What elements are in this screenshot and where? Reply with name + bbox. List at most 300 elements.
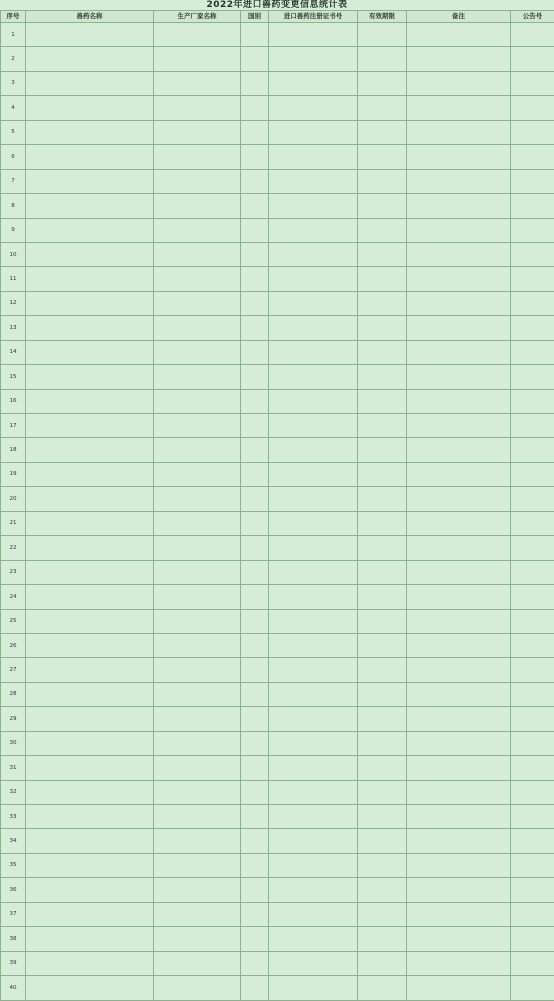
- cell-serial: 6: [1, 145, 26, 169]
- col-header-serial: 序号: [1, 11, 26, 23]
- cell-manufacturer: [154, 560, 241, 584]
- cell-valid-period: [358, 340, 407, 364]
- cell-remarks: [407, 853, 511, 877]
- cell-serial: 39: [1, 951, 26, 975]
- cell-drug-name: [26, 633, 154, 657]
- cell-country: [241, 731, 269, 755]
- cell-drug-name: [26, 658, 154, 682]
- cell-valid-period: [358, 707, 407, 731]
- cell-drug-name: [26, 707, 154, 731]
- cell-drug-name: [26, 169, 154, 193]
- table-row: [1, 707, 554, 731]
- cell-country: [241, 47, 269, 71]
- cell-registration-cert: [269, 756, 358, 780]
- cell-registration-cert: [269, 853, 358, 877]
- cell-country: [241, 609, 269, 633]
- table-row: [1, 145, 554, 169]
- table-header-row: [1, 11, 554, 23]
- cell-drug-name: [26, 71, 154, 95]
- cell-serial: 21: [1, 511, 26, 535]
- cell-manufacturer: [154, 218, 241, 242]
- cell-remarks: [407, 976, 511, 1000]
- cell-manufacturer: [154, 756, 241, 780]
- cell-valid-period: [358, 902, 407, 926]
- cell-remarks: [407, 71, 511, 95]
- cell-manufacturer: [154, 120, 241, 144]
- cell-registration-cert: [269, 414, 358, 438]
- cell-drug-name: [26, 902, 154, 926]
- cell-registration-cert: [269, 951, 358, 975]
- cell-valid-period: [358, 169, 407, 193]
- cell-country: [241, 658, 269, 682]
- cell-registration-cert: [269, 47, 358, 71]
- cell-remarks: [407, 340, 511, 364]
- cell-drug-name: [26, 316, 154, 340]
- cell-manufacturer: [154, 536, 241, 560]
- table-row: [1, 340, 554, 364]
- cell-serial: 28: [1, 682, 26, 706]
- cell-country: [241, 340, 269, 364]
- cell-notice-no: [511, 120, 554, 144]
- cell-registration-cert: [269, 291, 358, 315]
- cell-manufacturer: [154, 927, 241, 951]
- cell-notice-no: [511, 218, 554, 242]
- cell-country: [241, 878, 269, 902]
- cell-drug-name: [26, 414, 154, 438]
- cell-manufacturer: [154, 682, 241, 706]
- table-row: [1, 267, 554, 291]
- cell-remarks: [407, 267, 511, 291]
- cell-notice-no: [511, 462, 554, 486]
- cell-valid-period: [358, 145, 407, 169]
- cell-country: [241, 927, 269, 951]
- cell-serial: 15: [1, 365, 26, 389]
- cell-registration-cert: [269, 487, 358, 511]
- cell-country: [241, 291, 269, 315]
- cell-manufacturer: [154, 194, 241, 218]
- cell-drug-name: [26, 194, 154, 218]
- cell-notice-no: [511, 96, 554, 120]
- cell-valid-period: [358, 23, 407, 47]
- cell-drug-name: [26, 145, 154, 169]
- cell-valid-period: [358, 927, 407, 951]
- cell-drug-name: [26, 853, 154, 877]
- cell-serial: 32: [1, 780, 26, 804]
- cell-remarks: [407, 194, 511, 218]
- cell-drug-name: [26, 340, 154, 364]
- cell-drug-name: [26, 585, 154, 609]
- cell-country: [241, 585, 269, 609]
- table-row: [1, 658, 554, 682]
- cell-valid-period: [358, 438, 407, 462]
- cell-valid-period: [358, 658, 407, 682]
- cell-manufacturer: [154, 47, 241, 71]
- cell-remarks: [407, 707, 511, 731]
- cell-country: [241, 414, 269, 438]
- cell-drug-name: [26, 462, 154, 486]
- cell-valid-period: [358, 414, 407, 438]
- cell-country: [241, 169, 269, 193]
- cell-serial: 1: [1, 23, 26, 47]
- cell-remarks: [407, 829, 511, 853]
- table-row: [1, 853, 554, 877]
- cell-valid-period: [358, 633, 407, 657]
- cell-valid-period: [358, 218, 407, 242]
- cell-country: [241, 242, 269, 266]
- cell-drug-name: [26, 536, 154, 560]
- cell-registration-cert: [269, 340, 358, 364]
- cell-notice-no: [511, 487, 554, 511]
- cell-valid-period: [358, 120, 407, 144]
- cell-registration-cert: [269, 609, 358, 633]
- cell-serial: 23: [1, 560, 26, 584]
- cell-notice-no: [511, 194, 554, 218]
- cell-serial: 10: [1, 242, 26, 266]
- cell-notice-no: [511, 365, 554, 389]
- cell-manufacturer: [154, 389, 241, 413]
- cell-country: [241, 462, 269, 486]
- cell-valid-period: [358, 291, 407, 315]
- table-row: [1, 536, 554, 560]
- table-row: [1, 438, 554, 462]
- cell-notice-no: [511, 389, 554, 413]
- cell-valid-period: [358, 389, 407, 413]
- cell-remarks: [407, 462, 511, 486]
- cell-remarks: [407, 878, 511, 902]
- cell-notice-no: [511, 927, 554, 951]
- cell-country: [241, 829, 269, 853]
- cell-serial: 4: [1, 96, 26, 120]
- cell-registration-cert: [269, 511, 358, 535]
- cell-notice-no: [511, 145, 554, 169]
- cell-drug-name: [26, 756, 154, 780]
- cell-drug-name: [26, 96, 154, 120]
- cell-registration-cert: [269, 731, 358, 755]
- cell-serial: 30: [1, 731, 26, 755]
- cell-country: [241, 536, 269, 560]
- table-row: [1, 218, 554, 242]
- table-row: [1, 829, 554, 853]
- cell-notice-no: [511, 585, 554, 609]
- col-header-registration-cert: 进口兽药注册证书号: [269, 11, 358, 23]
- col-header-remarks: 备注: [407, 11, 511, 23]
- cell-remarks: [407, 438, 511, 462]
- cell-drug-name: [26, 976, 154, 1000]
- cell-drug-name: [26, 682, 154, 706]
- cell-serial: 24: [1, 585, 26, 609]
- cell-manufacturer: [154, 853, 241, 877]
- cell-notice-no: [511, 291, 554, 315]
- cell-country: [241, 487, 269, 511]
- cell-country: [241, 438, 269, 462]
- cell-remarks: [407, 609, 511, 633]
- cell-valid-period: [358, 47, 407, 71]
- cell-country: [241, 389, 269, 413]
- table-row: [1, 976, 554, 1000]
- cell-registration-cert: [269, 71, 358, 95]
- cell-valid-period: [358, 682, 407, 706]
- cell-remarks: [407, 560, 511, 584]
- cell-registration-cert: [269, 976, 358, 1000]
- table-row: [1, 609, 554, 633]
- cell-valid-period: [358, 780, 407, 804]
- cell-remarks: [407, 169, 511, 193]
- col-header-drug-name: 兽药名称: [26, 11, 154, 23]
- cell-country: [241, 267, 269, 291]
- cell-registration-cert: [269, 365, 358, 389]
- table-row: [1, 511, 554, 535]
- cell-notice-no: [511, 633, 554, 657]
- table-body: [1, 23, 554, 1001]
- col-header-country: 国别: [241, 11, 269, 23]
- cell-notice-no: [511, 23, 554, 47]
- cell-registration-cert: [269, 316, 358, 340]
- cell-manufacturer: [154, 731, 241, 755]
- cell-valid-period: [358, 756, 407, 780]
- table-row: [1, 169, 554, 193]
- cell-drug-name: [26, 927, 154, 951]
- table-row: [1, 194, 554, 218]
- cell-drug-name: [26, 438, 154, 462]
- cell-serial: 11: [1, 267, 26, 291]
- table-row: [1, 560, 554, 584]
- cell-manufacturer: [154, 96, 241, 120]
- cell-notice-no: [511, 609, 554, 633]
- cell-notice-no: [511, 878, 554, 902]
- cell-serial: 18: [1, 438, 26, 462]
- cell-valid-period: [358, 609, 407, 633]
- cell-serial: 33: [1, 805, 26, 829]
- cell-country: [241, 805, 269, 829]
- cell-remarks: [407, 585, 511, 609]
- cell-manufacturer: [154, 169, 241, 193]
- table-row: [1, 242, 554, 266]
- table-row: [1, 805, 554, 829]
- cell-drug-name: [26, 731, 154, 755]
- cell-serial: 8: [1, 194, 26, 218]
- cell-country: [241, 218, 269, 242]
- cell-remarks: [407, 951, 511, 975]
- cell-serial: 13: [1, 316, 26, 340]
- table-row: [1, 71, 554, 95]
- cell-registration-cert: [269, 560, 358, 584]
- col-header-notice-no: 公告号: [511, 11, 554, 23]
- cell-manufacturer: [154, 609, 241, 633]
- table-row: [1, 633, 554, 657]
- table-row: [1, 96, 554, 120]
- table-row: [1, 878, 554, 902]
- cell-notice-no: [511, 267, 554, 291]
- cell-registration-cert: [269, 242, 358, 266]
- col-header-manufacturer: 生产厂家名称: [154, 11, 241, 23]
- cell-country: [241, 511, 269, 535]
- cell-country: [241, 682, 269, 706]
- cell-manufacturer: [154, 585, 241, 609]
- cell-country: [241, 145, 269, 169]
- cell-serial: 38: [1, 927, 26, 951]
- cell-notice-no: [511, 536, 554, 560]
- cell-registration-cert: [269, 829, 358, 853]
- cell-serial: 7: [1, 169, 26, 193]
- cell-registration-cert: [269, 633, 358, 657]
- cell-valid-period: [358, 365, 407, 389]
- cell-serial: 2: [1, 47, 26, 71]
- document-title: 2022年进口兽药变更信息统计表: [0, 0, 554, 10]
- table-row: [1, 780, 554, 804]
- cell-manufacturer: [154, 316, 241, 340]
- cell-manufacturer: [154, 829, 241, 853]
- cell-serial: 16: [1, 389, 26, 413]
- table-row: [1, 756, 554, 780]
- cell-serial: 37: [1, 902, 26, 926]
- cell-country: [241, 365, 269, 389]
- cell-valid-period: [358, 487, 407, 511]
- cell-remarks: [407, 218, 511, 242]
- cell-remarks: [407, 47, 511, 71]
- cell-drug-name: [26, 267, 154, 291]
- cell-country: [241, 316, 269, 340]
- cell-notice-no: [511, 756, 554, 780]
- cell-registration-cert: [269, 878, 358, 902]
- cell-drug-name: [26, 511, 154, 535]
- cell-notice-no: [511, 682, 554, 706]
- cell-drug-name: [26, 23, 154, 47]
- cell-country: [241, 902, 269, 926]
- cell-manufacturer: [154, 414, 241, 438]
- cell-registration-cert: [269, 462, 358, 486]
- cell-registration-cert: [269, 96, 358, 120]
- cell-registration-cert: [269, 902, 358, 926]
- cell-registration-cert: [269, 780, 358, 804]
- cell-drug-name: [26, 242, 154, 266]
- col-header-valid-period: 有效期限: [358, 11, 407, 23]
- cell-remarks: [407, 902, 511, 926]
- cell-notice-no: [511, 438, 554, 462]
- cell-valid-period: [358, 878, 407, 902]
- cell-notice-no: [511, 780, 554, 804]
- cell-valid-period: [358, 194, 407, 218]
- cell-notice-no: [511, 951, 554, 975]
- cell-serial: 29: [1, 707, 26, 731]
- cell-manufacturer: [154, 438, 241, 462]
- cell-notice-no: [511, 560, 554, 584]
- cell-manufacturer: [154, 23, 241, 47]
- cell-notice-no: [511, 47, 554, 71]
- cell-valid-period: [358, 316, 407, 340]
- cell-valid-period: [358, 976, 407, 1000]
- cell-valid-period: [358, 853, 407, 877]
- cell-valid-period: [358, 511, 407, 535]
- table-row: [1, 414, 554, 438]
- cell-country: [241, 976, 269, 1000]
- cell-manufacturer: [154, 878, 241, 902]
- cell-drug-name: [26, 878, 154, 902]
- cell-remarks: [407, 731, 511, 755]
- cell-manufacturer: [154, 145, 241, 169]
- cell-notice-no: [511, 340, 554, 364]
- cell-valid-period: [358, 71, 407, 95]
- cell-valid-period: [358, 951, 407, 975]
- cell-manufacturer: [154, 340, 241, 364]
- cell-remarks: [407, 805, 511, 829]
- cell-manufacturer: [154, 805, 241, 829]
- cell-manufacturer: [154, 633, 241, 657]
- cell-notice-no: [511, 658, 554, 682]
- cell-serial: 12: [1, 291, 26, 315]
- cell-manufacturer: [154, 267, 241, 291]
- cell-remarks: [407, 780, 511, 804]
- cell-drug-name: [26, 120, 154, 144]
- cell-country: [241, 71, 269, 95]
- cell-drug-name: [26, 365, 154, 389]
- cell-registration-cert: [269, 805, 358, 829]
- cell-valid-period: [358, 805, 407, 829]
- cell-remarks: [407, 316, 511, 340]
- cell-serial: 26: [1, 633, 26, 657]
- table-row: [1, 927, 554, 951]
- cell-notice-no: [511, 316, 554, 340]
- table-row: [1, 291, 554, 315]
- cell-remarks: [407, 536, 511, 560]
- table-row: [1, 365, 554, 389]
- cell-remarks: [407, 291, 511, 315]
- cell-valid-period: [358, 536, 407, 560]
- table-row: [1, 47, 554, 71]
- cell-country: [241, 560, 269, 584]
- cell-remarks: [407, 927, 511, 951]
- cell-country: [241, 194, 269, 218]
- cell-registration-cert: [269, 120, 358, 144]
- cell-manufacturer: [154, 902, 241, 926]
- cell-remarks: [407, 23, 511, 47]
- cell-registration-cert: [269, 389, 358, 413]
- cell-drug-name: [26, 805, 154, 829]
- cell-notice-no: [511, 511, 554, 535]
- cell-serial: 19: [1, 462, 26, 486]
- cell-manufacturer: [154, 365, 241, 389]
- table-row: [1, 902, 554, 926]
- cell-valid-period: [358, 829, 407, 853]
- table-row: [1, 462, 554, 486]
- cell-drug-name: [26, 609, 154, 633]
- cell-registration-cert: [269, 218, 358, 242]
- cell-notice-no: [511, 242, 554, 266]
- cell-registration-cert: [269, 927, 358, 951]
- cell-remarks: [407, 242, 511, 266]
- cell-valid-period: [358, 462, 407, 486]
- cell-drug-name: [26, 218, 154, 242]
- cell-manufacturer: [154, 462, 241, 486]
- table-row: [1, 951, 554, 975]
- cell-registration-cert: [269, 682, 358, 706]
- cell-remarks: [407, 682, 511, 706]
- cell-registration-cert: [269, 169, 358, 193]
- cell-country: [241, 120, 269, 144]
- cell-manufacturer: [154, 71, 241, 95]
- cell-remarks: [407, 96, 511, 120]
- cell-country: [241, 23, 269, 47]
- cell-serial: 22: [1, 536, 26, 560]
- cell-registration-cert: [269, 438, 358, 462]
- cell-remarks: [407, 120, 511, 144]
- cell-valid-period: [358, 267, 407, 291]
- cell-serial: 5: [1, 120, 26, 144]
- table-row: [1, 120, 554, 144]
- cell-notice-no: [511, 169, 554, 193]
- cell-drug-name: [26, 560, 154, 584]
- cell-serial: 9: [1, 218, 26, 242]
- cell-serial: 27: [1, 658, 26, 682]
